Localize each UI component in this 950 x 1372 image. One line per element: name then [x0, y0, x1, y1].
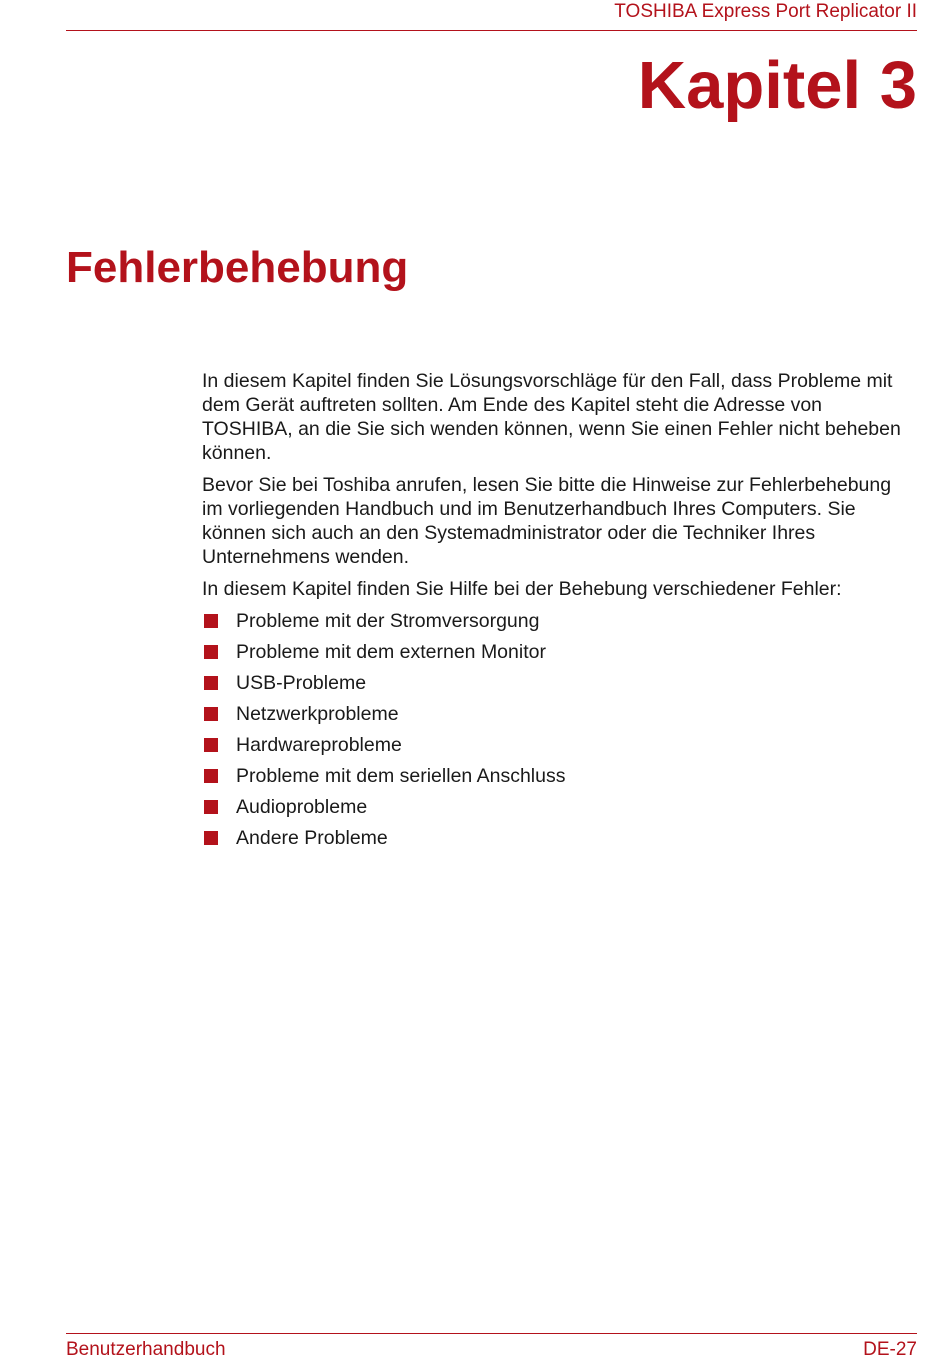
- list-item: [202, 609, 917, 640]
- footer-page-number: DE-27: [863, 1339, 917, 1360]
- list-item: [202, 640, 917, 671]
- list-item-text: Probleme mit dem externen Monitor: [236, 641, 546, 663]
- list-item-text: Probleme mit dem seriellen Anschluss: [236, 765, 566, 787]
- section-title: Fehlerbehebung: [66, 243, 409, 292]
- chapter-title: Kapitel 3: [637, 48, 917, 123]
- square-bullet-icon: [204, 738, 218, 752]
- list-item: [202, 826, 917, 857]
- body-content: [202, 369, 917, 857]
- list-item-text: Audioprobleme: [236, 796, 368, 818]
- footer-manual-name: Benutzerhandbuch: [66, 1339, 226, 1360]
- square-bullet-icon: [204, 707, 218, 721]
- square-bullet-icon: [204, 769, 218, 783]
- list-item: [202, 733, 917, 764]
- running-header-title: TOSHIBA Express Port Replicator II: [614, 1, 917, 22]
- list-item: [202, 702, 917, 733]
- intro-paragraph: In diesem Kapitel finden Sie Lösungsvorschläge für den Fall, dass Probleme mit dem Gerät auftreten sollten. Am Ende des Kapitel steht die Adresse von TOSHIBA, an die Sie sich wenden können, wenn Sie einen Fehler nicht beheben können.: [202, 370, 901, 464]
- list-intro-paragraph: In diesem Kapitel finden Sie Hilfe bei der Behebung verschiedener Fehler:: [202, 578, 842, 600]
- square-bullet-icon: [204, 800, 218, 814]
- list-item: [202, 795, 917, 826]
- support-paragraph: Bevor Sie bei Toshiba anrufen, lesen Sie bitte die Hinweise zur Fehlerbehebung im vorliegenden Handbuch und im Benutzerhandbuch Ihres Computers. Sie können sich auch an den Systemadministrator oder die Techniker Ihres Unternehmens wenden.: [202, 474, 892, 568]
- square-bullet-icon: [204, 831, 218, 845]
- header-rule: [66, 30, 917, 31]
- square-bullet-icon: [204, 645, 218, 659]
- square-bullet-icon: [204, 676, 218, 690]
- list-item: [202, 764, 917, 795]
- list-item-text: USB-Probleme: [236, 672, 367, 694]
- list-item-text: Andere Probleme: [236, 827, 388, 849]
- square-bullet-icon: [204, 614, 218, 628]
- list-item-text: Hardwareprobleme: [236, 734, 402, 756]
- list-item-text: Netzwerkprobleme: [236, 703, 399, 725]
- footer-rule: [66, 1333, 917, 1334]
- list-item: [202, 671, 917, 702]
- topic-list: [202, 609, 917, 857]
- list-item-text: Probleme mit der Stromversorgung: [236, 610, 540, 632]
